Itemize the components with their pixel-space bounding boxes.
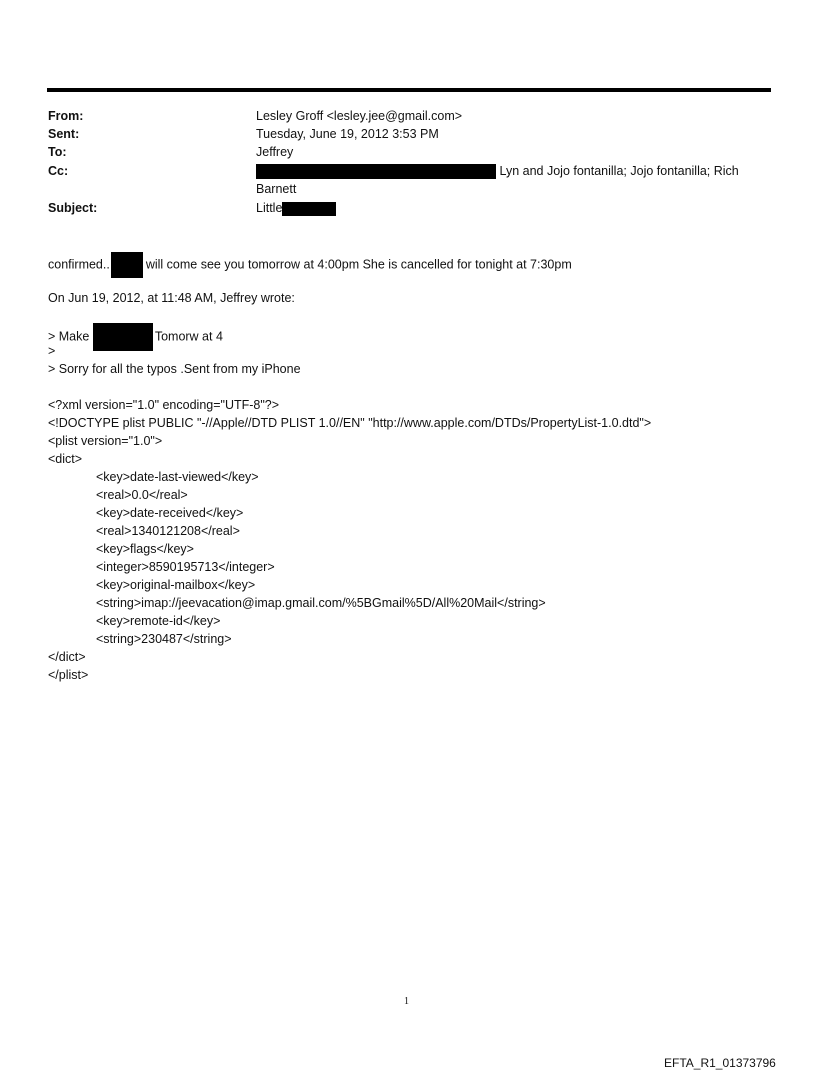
plist-line: <string>imap://jeevacation@imap.gmail.com/%5BGmail%5D/All%20Mail</string> bbox=[96, 596, 546, 610]
quote-make-text-b: Tomorw at 4 bbox=[154, 329, 223, 344]
redaction-block bbox=[256, 164, 496, 179]
header-rule bbox=[47, 88, 771, 92]
quote-sorry-line: > Sorry for all the typos .Sent from my iPhone bbox=[48, 362, 301, 376]
plist-line: <key>remote-id</key> bbox=[96, 614, 221, 628]
subject-text: Little bbox=[256, 201, 283, 215]
bates-number: EFTA_R1_01373796 bbox=[664, 1056, 776, 1070]
plist-line: <key>original-mailbox</key> bbox=[96, 578, 256, 592]
quote-blank-line: > bbox=[48, 344, 56, 358]
cc-value-line1: Lyn and Jojo fontanilla; Jojo fontanilla; Rich bbox=[499, 164, 739, 178]
body-wrote-line: On Jun 19, 2012, at 11:48 AM, Jeffrey wrote: bbox=[48, 291, 295, 305]
cc-label: Cc: bbox=[48, 164, 69, 178]
body-confirmed-line bbox=[48, 252, 572, 278]
page-number: 1 bbox=[404, 996, 409, 1007]
redaction-block bbox=[111, 252, 143, 278]
sent-value: Tuesday, June 19, 2012 3:53 PM bbox=[256, 127, 439, 141]
confirmed-text-a: confirmed.. bbox=[48, 257, 110, 272]
plist-line: <key>flags</key> bbox=[96, 542, 194, 556]
plist-open: <plist version="1.0"> bbox=[48, 434, 163, 448]
redaction-block bbox=[282, 202, 336, 216]
dict-close: </dict> bbox=[48, 650, 86, 664]
from-label: From: bbox=[48, 109, 84, 123]
plist-doctype: <!DOCTYPE plist PUBLIC "-//Apple//DTD PLIST 1.0//EN" "http://www.apple.com/DTDs/PropertyList-1.0.dtd"> bbox=[48, 416, 652, 430]
subject-label: Subject: bbox=[48, 201, 98, 215]
sent-label: Sent: bbox=[48, 127, 80, 141]
quote-make-text-a: > Make bbox=[48, 329, 90, 344]
plist-line: <real>0.0</real> bbox=[96, 488, 188, 502]
dict-open: <dict> bbox=[48, 452, 83, 466]
plist-line: <real>1340121208</real> bbox=[96, 524, 240, 538]
cc-value-line2: Barnett bbox=[256, 182, 297, 196]
to-label: To: bbox=[48, 145, 67, 159]
plist-line: <key>date-last-viewed</key> bbox=[96, 470, 259, 484]
redaction-block bbox=[93, 323, 153, 351]
plist-line: <key>date-received</key> bbox=[96, 506, 244, 520]
plist-xml-decl: <?xml version="1.0" encoding="UTF-8"?> bbox=[48, 398, 280, 412]
cc-value bbox=[256, 162, 739, 180]
subject-value bbox=[256, 199, 336, 217]
quote-make-line bbox=[48, 323, 223, 351]
to-value: Jeffrey bbox=[256, 145, 294, 159]
plist-line: <integer>8590195713</integer> bbox=[96, 560, 275, 574]
confirmed-text-b: will come see you tomorrow at 4:00pm She is cancelled for tonight at 7:30pm bbox=[145, 257, 572, 272]
plist-line: <string>230487</string> bbox=[96, 632, 232, 646]
plist-close: </plist> bbox=[48, 668, 89, 682]
from-value: Lesley Groff <lesley.jee@gmail.com> bbox=[256, 109, 463, 123]
